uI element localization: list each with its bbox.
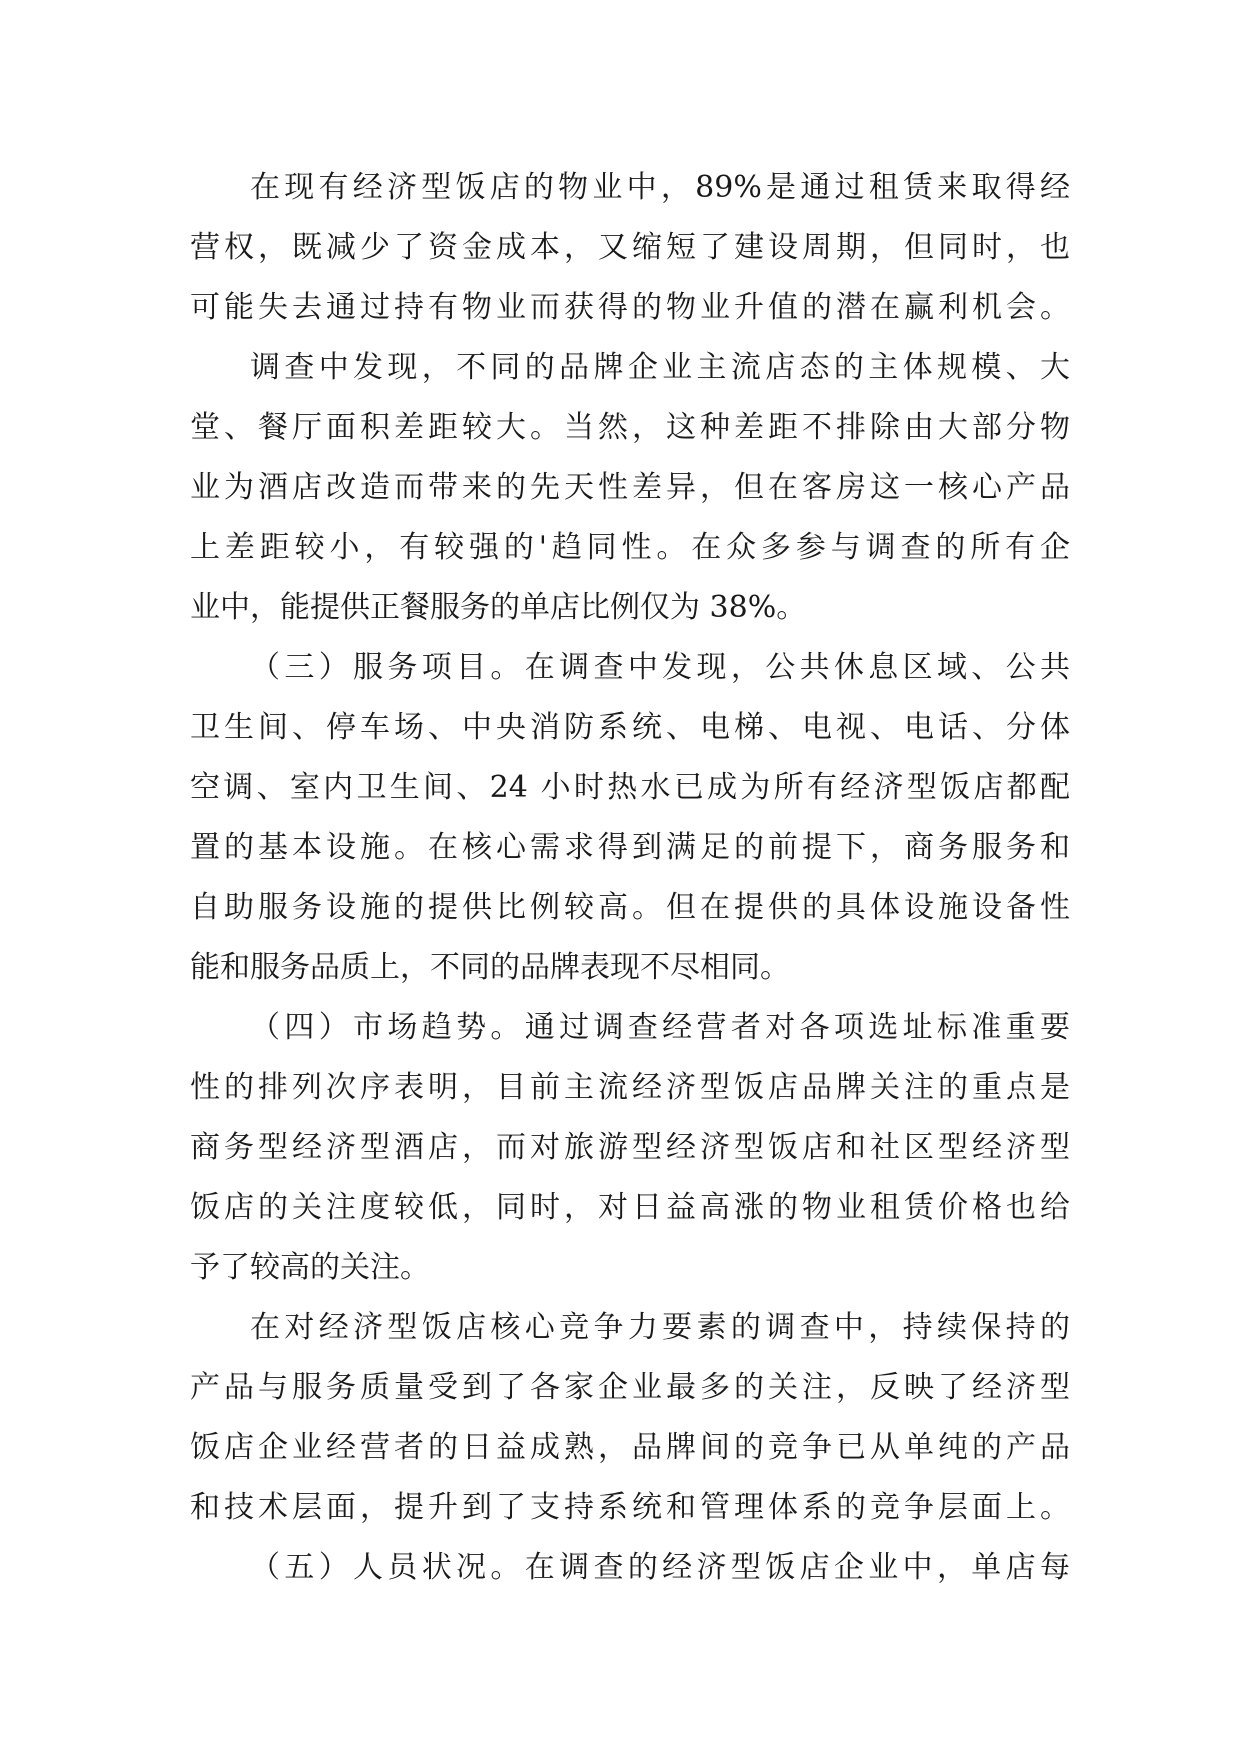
text-line: （五）人员状况。在调查的经济型饭店企业中，单店每 [250,1550,1070,1585]
text-line: 性的排列次序表明，目前主流经济型饭店品牌关注的重点是 [190,1070,1070,1105]
paragraph-property-leasing [190,158,1070,338]
text-line: 可能失去通过持有物业而获得的物业升值的潜在赢利机会。 [190,290,1070,325]
text-line: 予了较高的关注。 [190,1250,430,1285]
text-line: 在现有经济型饭店的物业中，89%是通过租赁来取得经 [250,170,1070,205]
body-text [190,158,1070,1598]
text-line: 业为酒店改造而带来的先天性差异，但在客房这一核心产品 [190,470,1070,505]
text-line: 空调、室内卫生间、24 小时热水已成为所有经济型饭店都配 [190,770,1070,805]
text-line: 营权，既减少了资金成本，又缩短了建设周期，但同时，也 [190,230,1070,265]
paragraph-staffing [190,1538,1070,1598]
text-line: 业中，能提供正餐服务的单店比例仅为 38%。 [190,590,807,625]
text-line: 能和服务品质上，不同的品牌表现不尽相同。 [190,950,790,985]
text-line: （四）市场趋势。通过调查经营者对各项选址标准重要 [250,1010,1070,1045]
text-line: 自助服务设施的提供比例较高。但在提供的具体设施设备性 [190,890,1070,925]
paragraph-service-items [190,638,1070,998]
text-line: 产品与服务质量受到了各家企业最多的关注，反映了经济型 [190,1370,1070,1405]
text-line: 置的基本设施。在核心需求得到满足的前提下，商务服务和 [190,830,1070,865]
text-line: 饭店的关注度较低，同时，对日益高涨的物业租赁价格也给 [190,1190,1070,1225]
text-line: 商务型经济型酒店，而对旅游型经济型饭店和社区型经济型 [190,1130,1070,1165]
text-line: 堂、餐厅面积差距较大。当然，这种差距不排除由大部分物 [190,410,1070,445]
text-line: 饭店企业经营者的日益成熟，品牌间的竞争已从单纯的产品 [190,1430,1070,1465]
paragraph-scale-differences [190,338,1070,638]
text-line: 在对经济型饭店核心竞争力要素的调查中，持续保持的 [250,1310,1070,1345]
text-line: 和技术层面，提升到了支持系统和管理体系的竞争层面上。 [190,1490,1070,1525]
text-line: 调查中发现，不同的品牌企业主流店态的主体规模、大 [250,350,1070,385]
text-line: 卫生间、停车场、中央消防系统、电梯、电视、电话、分体 [190,710,1070,745]
text-line: （三）服务项目。在调查中发现，公共休息区域、公共 [250,650,1070,685]
text-line: 上差距较小，有较强的'趋同性。在众多参与调查的所有企 [190,530,1070,565]
paragraph-market-trends [190,998,1070,1298]
paragraph-core-competitiveness [190,1298,1070,1538]
